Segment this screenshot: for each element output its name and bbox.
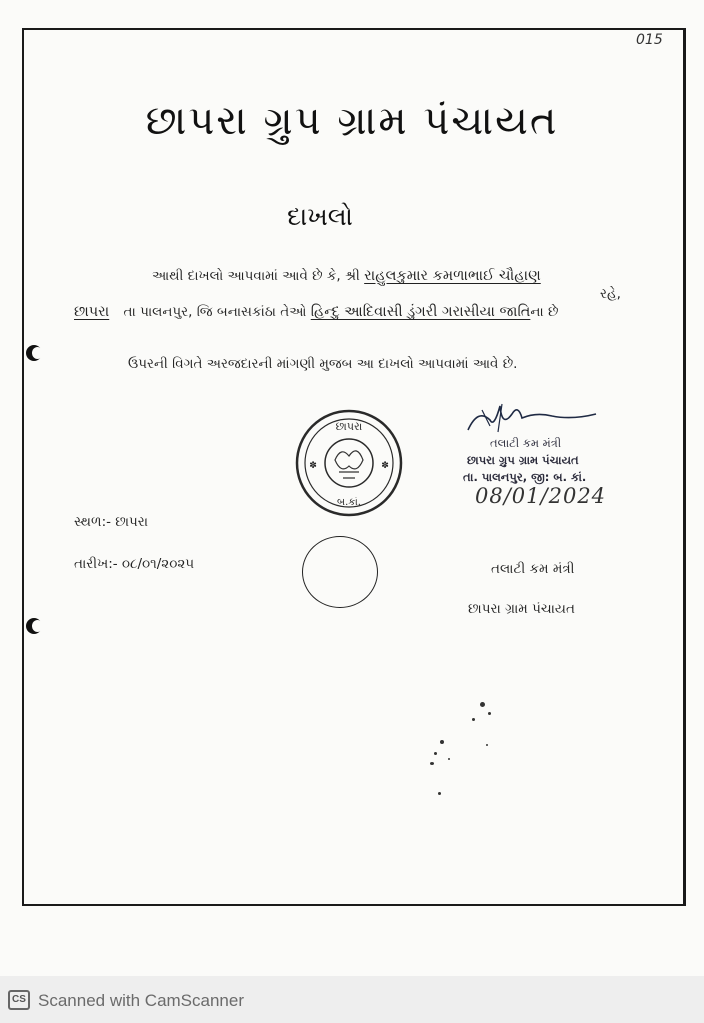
camscanner-logo: CS bbox=[8, 990, 30, 1010]
signature bbox=[462, 400, 602, 440]
panchayat-seal bbox=[291, 408, 407, 518]
svg-text:✽: ✽ bbox=[309, 461, 317, 471]
line1-suffix: રહે, bbox=[600, 286, 621, 302]
punch-hole-top bbox=[26, 345, 42, 361]
stamp-line-2: છાપરા ગ્રુપ ગ્રામ પંચાયત bbox=[467, 453, 579, 467]
svg-text:✽: ✽ bbox=[381, 461, 389, 471]
stamp-line-1: તલાટી કમ મંત્રી bbox=[490, 436, 562, 450]
document-title: છાપરા ગ્રુપ ગ્રામ પંચાયત bbox=[145, 98, 559, 144]
signatory-title: તલાટી કમ મંત્રી bbox=[491, 561, 575, 577]
line2-middle: તા પાલનપુર, જિ બનાસકાંઠા તેઓ bbox=[123, 304, 307, 320]
line2-suffix: ના છે bbox=[530, 304, 559, 320]
body-line-2 bbox=[74, 304, 558, 320]
camscanner-watermark: Scanned with CamScanner bbox=[38, 991, 245, 1010]
signatory-office: છાપરા ગ્રામ પંચાયત bbox=[468, 601, 575, 617]
stamp-line-3: તા. પાલનપુર, જી: બ. કાં. bbox=[463, 470, 587, 484]
place-line: સ્થળ:- છાપરા bbox=[74, 514, 149, 530]
stamp-date: 08/01/2024 bbox=[475, 484, 607, 508]
blank-circle bbox=[302, 536, 378, 608]
line1-prefix: આથી દાખલો આપવામાં આવે છે કે, શ્રી bbox=[152, 268, 360, 284]
applicant-name: રાહુલકુમાર કમળાભાઈ ચૌહાણ bbox=[364, 268, 541, 284]
body-line-1 bbox=[152, 268, 541, 284]
seal-top-text: છાપરા bbox=[335, 420, 363, 433]
village-name: છાપરા bbox=[74, 304, 110, 320]
punch-hole-bottom bbox=[26, 618, 42, 634]
document-subtitle: દાખલો bbox=[287, 202, 353, 231]
date-line: તારીખ:- ૦૮/૦૧/૨૦૨૫ bbox=[74, 556, 195, 572]
caste-name: હિન્દુ આદિવાસી ડુંગરી ગરાસીયા જાતિ bbox=[310, 304, 531, 320]
page-number: 015 bbox=[636, 32, 663, 48]
body-line-3: ઉપરની વિગતે અરજદારની માંગણી મુજબ આ દાખલો આપવામાં આવે છે. bbox=[128, 356, 518, 372]
seal-bottom-text: બ.કાં. bbox=[337, 497, 361, 508]
